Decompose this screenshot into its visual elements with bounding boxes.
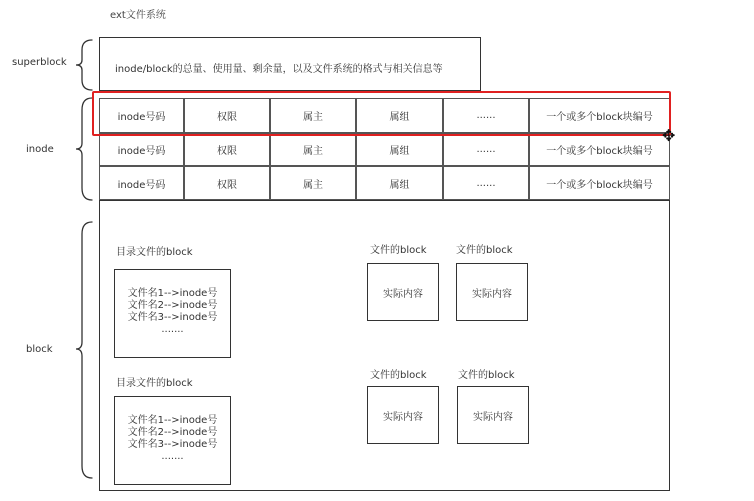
superblock-description: inode/block的总量、使用量、剩余量，以及文件系统的格式与相关信息等 xyxy=(115,64,443,75)
inode-number-cell: inode号码 xyxy=(99,166,184,200)
block-numbers-cell: 一个或多个block块编号 xyxy=(529,166,670,200)
superblock-label: superblock xyxy=(12,57,67,68)
dir-entry: 文件名3-->inode号 xyxy=(127,439,218,450)
inode-number-cell: inode号码 xyxy=(99,133,184,166)
file-content: 实际内容 xyxy=(473,411,513,423)
ellipsis-cell: ...... xyxy=(443,166,529,200)
block-brace xyxy=(76,222,92,478)
permission-cell: 权限 xyxy=(184,133,270,166)
file-block-4 xyxy=(457,386,529,444)
inode-label: inode xyxy=(26,144,54,155)
inode-brace xyxy=(76,98,92,200)
file-block-3 xyxy=(367,386,439,444)
dir-entry: 文件名2-->inode号 xyxy=(127,427,218,438)
file-block-label-4: 文件的block xyxy=(458,370,515,381)
superblock-brace xyxy=(76,40,92,90)
block-numbers-cell: 一个或多个block块编号 xyxy=(529,98,670,133)
dir-entry: 文件名1-->inode号 xyxy=(127,415,218,426)
dir-block-2 xyxy=(114,396,231,485)
permission-cell: 权限 xyxy=(184,98,270,133)
group-cell: 属组 xyxy=(356,98,443,133)
dir-entry: 文件名3-->inode号 xyxy=(127,312,218,323)
inode-number-cell: inode号码 xyxy=(99,98,184,133)
file-content: 实际内容 xyxy=(383,411,423,423)
file-block-label-1: 文件的block xyxy=(370,245,427,256)
owner-cell: 属主 xyxy=(270,133,356,166)
dir-block-label-2: 目录文件的block xyxy=(116,378,193,389)
ellipsis-cell: ...... xyxy=(443,133,529,166)
dir-block-label-1: 目录文件的block xyxy=(116,247,193,258)
dir-entry: 文件名2-->inode号 xyxy=(127,300,218,311)
file-block-1 xyxy=(367,263,439,321)
group-cell: 属组 xyxy=(356,166,443,200)
file-block-label-2: 文件的block xyxy=(456,245,513,256)
permission-cell: 权限 xyxy=(184,166,270,200)
block-label: block xyxy=(26,344,53,355)
owner-cell: 属主 xyxy=(270,98,356,133)
dir-entry: 文件名1-->inode号 xyxy=(127,288,218,299)
file-content: 实际内容 xyxy=(383,288,423,300)
ellipsis-cell: ...... xyxy=(443,98,529,133)
file-block-label-3: 文件的block xyxy=(370,370,427,381)
file-content: 实际内容 xyxy=(472,288,512,300)
group-cell: 属组 xyxy=(356,133,443,166)
move-cursor-icon: ✥ xyxy=(662,126,676,145)
dir-block-1 xyxy=(114,269,231,358)
dir-entry: ....... xyxy=(161,324,184,335)
file-block-2 xyxy=(456,263,528,321)
owner-cell: 属主 xyxy=(270,166,356,200)
braces xyxy=(0,0,110,501)
block-numbers-cell: 一个或多个block块编号 xyxy=(529,133,670,166)
highlighted-inode-row xyxy=(92,91,671,136)
diagram-title: ext文件系统 xyxy=(110,10,166,21)
dir-entry: ....... xyxy=(161,451,184,462)
